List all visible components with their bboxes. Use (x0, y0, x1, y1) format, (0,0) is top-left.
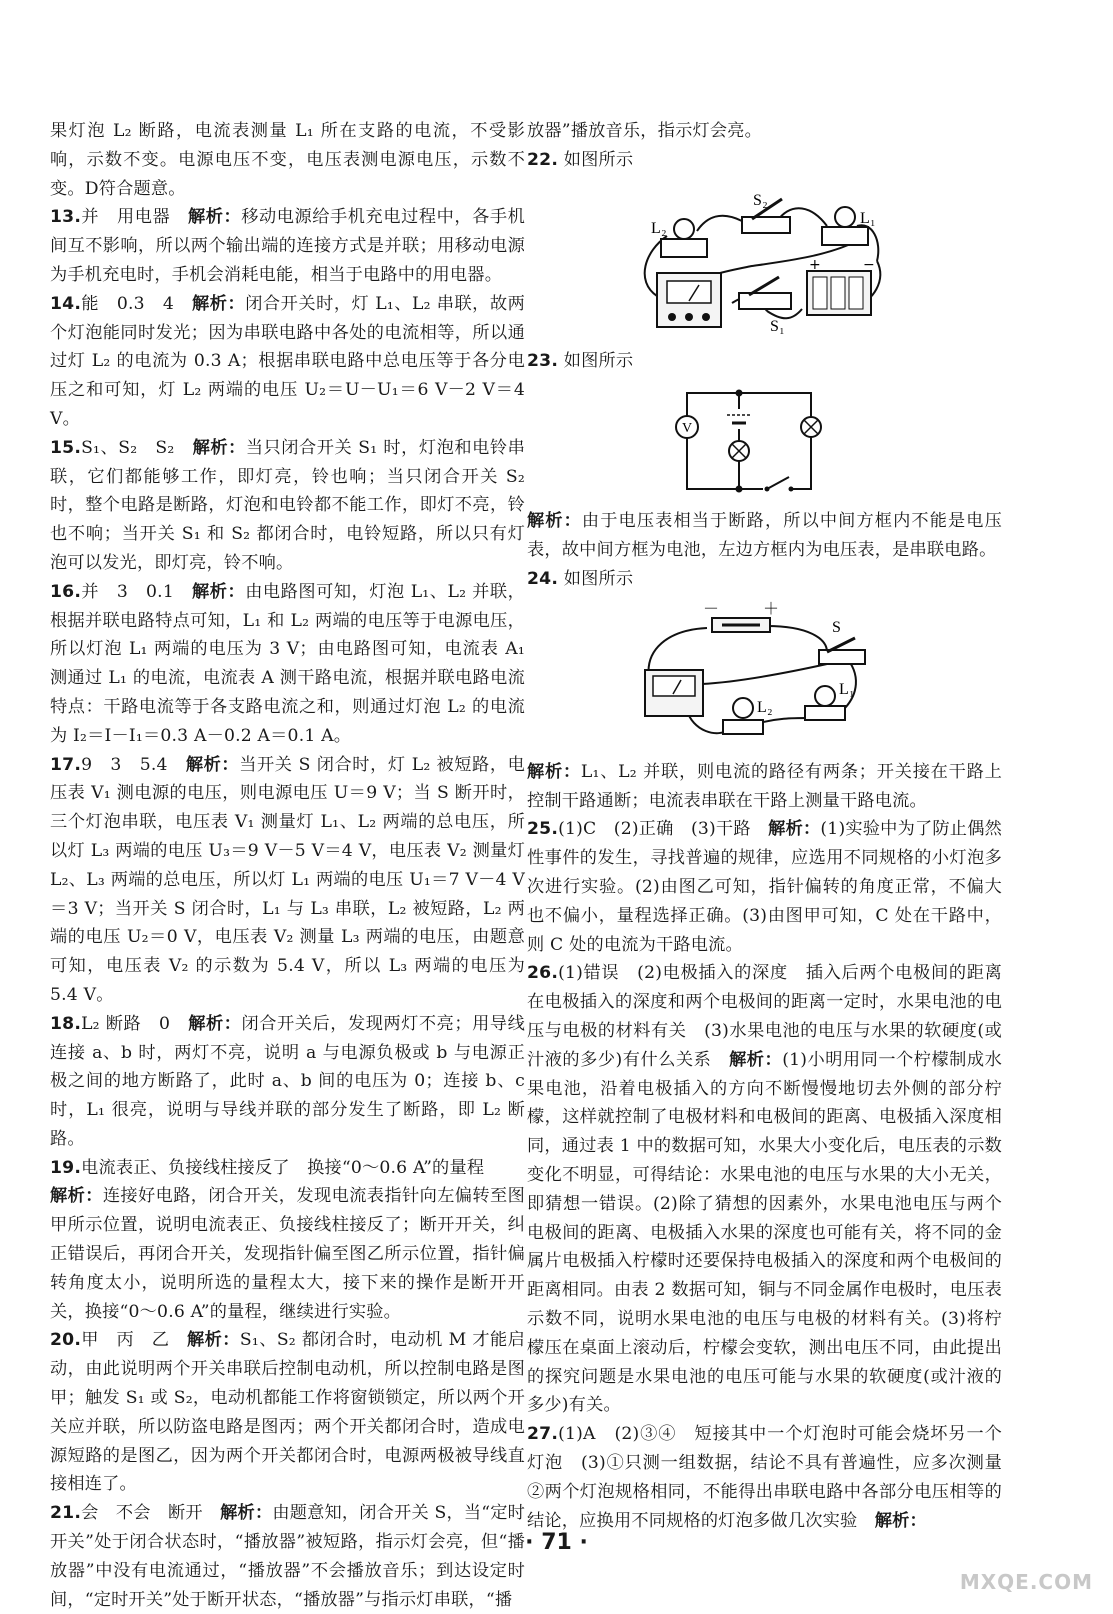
answer-16: 16.并 3 0.1 解析：由电路图可知，灯泡 L₁、L₂ 并联，根据并联电路特点可知，L₁ 和 L₂ 两端的电压等于电源电压，所以灯泡 L₁ 两端的电压为 3 V；由电路图可知，电流表 A₁ 测通过 L₁ 的电流，电流表 A 测干路电流，根据并联电路电流特点：干路电流等于各支路电流之和，则通过灯泡 L₂ 的电流为 I₂＝I－I₁＝0.3 A－0.2 A＝0.1 A。 (50, 581, 525, 746)
voltmeter-symbol (676, 416, 698, 438)
answer-18: 18.L₂ 断路 0 解析：闭合开关后，发现两灯不亮；用导线连接 a、b 时，两灯不亮，说明 a 与电源负极或 b 与电源正极之间的地方断路了，此时 a、b 间的电压为 0；连接 b、c 时，L₁ 很亮，说明与导线并联的部分发生了断路，即 L₂ 断路。 (50, 1013, 526, 1149)
battery-24 (703, 600, 779, 632)
analysis-23: 解析：由于电压表相当于断路，所以中间方框内不能是电压表，故中间方框为电池，左边方框内为电压表，是串联电路。 (527, 511, 1002, 561)
answer-21: 21.会 不会 断开 解析：由题意知，闭合开关 S，当“定时开关”处于闭合状态时，“播放器”被短路，指示灯会亮，但“播放器”中没有电流通过，“播放器”不会播放音乐；到达设定时间，“定时开关”处于断开状态，“播放器”与指示灯串联，“播 (50, 1503, 526, 1610)
svg-text:－: － (703, 599, 720, 618)
right-column (527, 117, 1020, 1535)
ammeter-24 (645, 670, 703, 716)
svg-text:V: V (682, 421, 693, 437)
figure-24-physical-circuit (527, 600, 1002, 750)
page-number: · 71 · (525, 1530, 588, 1555)
battery-pack (807, 257, 875, 315)
paragraph-continuation-21: 放器”播放音乐，指示灯会亮。 (527, 121, 763, 141)
answer-22: 22. 如图所示 (527, 149, 634, 170)
svg-text:+: + (809, 256, 821, 273)
switch-symbol (763, 477, 794, 495)
answer-27: 27.(1)A (2)③④ 短接其中一个灯泡时可能会烧坏另一个灯泡 (3)①只测一组数据，结论不具有普遍性，应多次测量 ②两个灯泡规格相同，不能得出串联电路中各部分电压相等的结论，应换用不同规格的灯泡多做几次实验 解析： (527, 1424, 1020, 1531)
label-l2: L₂ (651, 219, 667, 237)
circuit-diagram-23 (527, 381, 1002, 499)
figure-22-physical-circuit (527, 181, 1002, 339)
label-s1: S₁ (770, 317, 785, 335)
answer-20: 20.甲 丙 乙 解析：S₁、S₂ 都闭合时，电动机 M 才能启动，由此说明两个开关串联后控制电动机，所以控制电路是图甲；触发 S₁ 或 S₂，电动机都能工作将窗锁锁定，所以两个开关应并联，所以防盗电路是图丙；两个开关都闭合时，造成电源短路的是图乙，因为两个开关都闭合时，电源两极被导线直接相连了。 (50, 1330, 525, 1495)
label-l1: L₁ (860, 209, 876, 227)
label-s-24: S (832, 618, 842, 636)
paragraph-continuation: 果灯泡 L₂ 断路，电流表测量 L₁ 所在支路的电流，不受影响，示数不变。电源电压不变，电压表测电源电压，示数不变。D符合题意。 (50, 121, 525, 199)
watermark-text: MXQE.COM (959, 1570, 1093, 1594)
battery-symbol (727, 409, 751, 429)
ammeter (657, 273, 721, 327)
label-l1-24: L₁ (839, 680, 855, 698)
left-column (50, 117, 525, 1614)
analysis-24: 解析：L₁、L₂ 并联，则电流的路径有两条；开关接在干路上控制干路通断；电流表串联在干路上测量干路电流。 (527, 761, 1002, 811)
figure-23-circuit-diagram (527, 381, 1002, 499)
lamp-l2 (661, 219, 707, 257)
answer-13: 13.并 用电器 解析：移动电源给手机充电过程中，各手机间互不影响，所以两个输出端的连接方式是并联；用移动电源为手机充电时，手机会消耗电能，相当于电路中的用电器。 (50, 207, 525, 285)
svg-text:−: − (863, 256, 875, 273)
answer-17: 17.9 3 5.4 解析：当开关 S 闭合时，灯 L₂ 被短路，电压表 V₁ 测电源的电压，则电源电压 U＝9 V；当 S 断开时，三个灯泡串联，电压表 V₁ 测量灯 L₁、L₂ 两端的总电压，所以灯 L₃ 两端的电压 U₃＝9 V－5 V＝4 V，电压表 V₂ 测量灯 L₂、L₃ 两端的总电压，所以灯 L₁ 两端的电压 U₁＝7 V－4 V＝3 V；当开关 S 闭合时，L₁ 与 L₃ 串联，L₂ 被短路，L₂ 两端的电压 U₂＝0 V，电压表 V₂ 测量 L₃ 两端的电压，由题意可知，电压表 V₂ 的示数为 5.4 V，所以 L₃ 两端的电压为 5.4 V。 (50, 754, 526, 1005)
label-l2-24: L₂ (757, 698, 773, 716)
label-s2: S₂ (753, 191, 768, 209)
answer-23: 23. 如图所示 (527, 350, 634, 371)
switch-s1 (739, 277, 791, 309)
circuit-photo-24 (527, 600, 1002, 750)
answer-19: 19.电流表正、负接线柱接反了 换接“0～0.6 A”的量程 解析：连接好电路，闭合开关，发现电流表指针向左偏转至图甲所示位置，说明电流表正、负接线柱接反了；断开开关，纠正错误后，再闭合开关，发现指针偏至图乙所示位置，指针偏转角度太小，说明所选的量程太大，接下来的操作是断开开关，换接“0～0.6 A”的量程，继续进行实验。 (50, 1157, 525, 1322)
answer-14: 14.能 0.3 4 解析：闭合开关时，灯 L₁、L₂ 串联，故两个灯泡能同时发光；因为串联电路中各处的电流相等，所以通过灯 L₂ 的电流为 0.3 A；根据串联电路中总电压等于各分电压之和可知，灯 L₂ 两端的电压 U₂＝U－U₁＝6 V－2 V＝4 V。 (50, 293, 525, 429)
answer-15: 15.S₁、S₂ S₂ 解析：当只闭合开关 S₁ 时，灯泡和电铃串联，它们都能够工作，即灯亮，铃也响；当只闭合开关 S₂ 时，整个电路是断路，灯泡和电铃都不能工作，即灯不亮，铃也不响；当开关 S₁ 和 S₂ 都闭合时，电铃短路，所以只有灯泡可以发光，即灯亮，铃不响。 (50, 437, 525, 573)
lamp-symbol-middle (729, 441, 749, 461)
lamp-symbol-right (801, 417, 821, 437)
answer-26: 26.(1)错误 (2)电极插入的深度 插入后两个电极间的距离 在电极插入的深度和两个电极间的距离一定时，水果电池的电压与电极的材料有关 (3)水果电池的电压与水果的软硬度(或汁液的多少)有什么关系 解析：(1)小明用同一个柠檬制成水果电池，沿着电极插入的方向不断慢慢地切去外侧的部分柠檬，这样就控制了电极材料和电极间的距离、电极插入深度相同，通过表 1 中的数据可知，水果大小变化后，电压表的示数变化不明显，可得结论：水果电池的电压与水果的大小无关，即猜想一错误。(2)除了猜想的因素外，水果电池电压与两个电极间的距离、电极插入水果的深度也可能有关，将不同的金属片电极插入柠檬时还要保持电极插入的深度和两个电极间的距离相同。由表 2 数据可知，铜与不同金属作电极时，电压表示数不同，说明水果电池的电压与电极的材料有关。(3)将柠檬压在桌面上滚动后，柠檬会变软，测出电压不同，由此提出的探究问题是水果电池的电压可能与水果的软硬度(或汁液的多少)有关。 (527, 963, 1020, 1416)
svg-text:＋: ＋ (763, 599, 780, 618)
switch-s-24 (819, 638, 865, 664)
circuit-photo-22 (527, 181, 1002, 339)
answer-24: 24. 如图所示 (527, 568, 634, 589)
answer-25: 25.(1)C (2)正确 (3)干路 解析：(1)实验中为了防止偶然性事件的发生，寻找普遍的规律，应选用不同规格的小灯泡多次进行实验。(2)由图乙可知，指针偏转的角度正常，不偏大也不偏小，量程选择正确。(3)由图甲可知，C 处在干路中，则 C 处的电流为干路电流。 (527, 819, 1003, 955)
